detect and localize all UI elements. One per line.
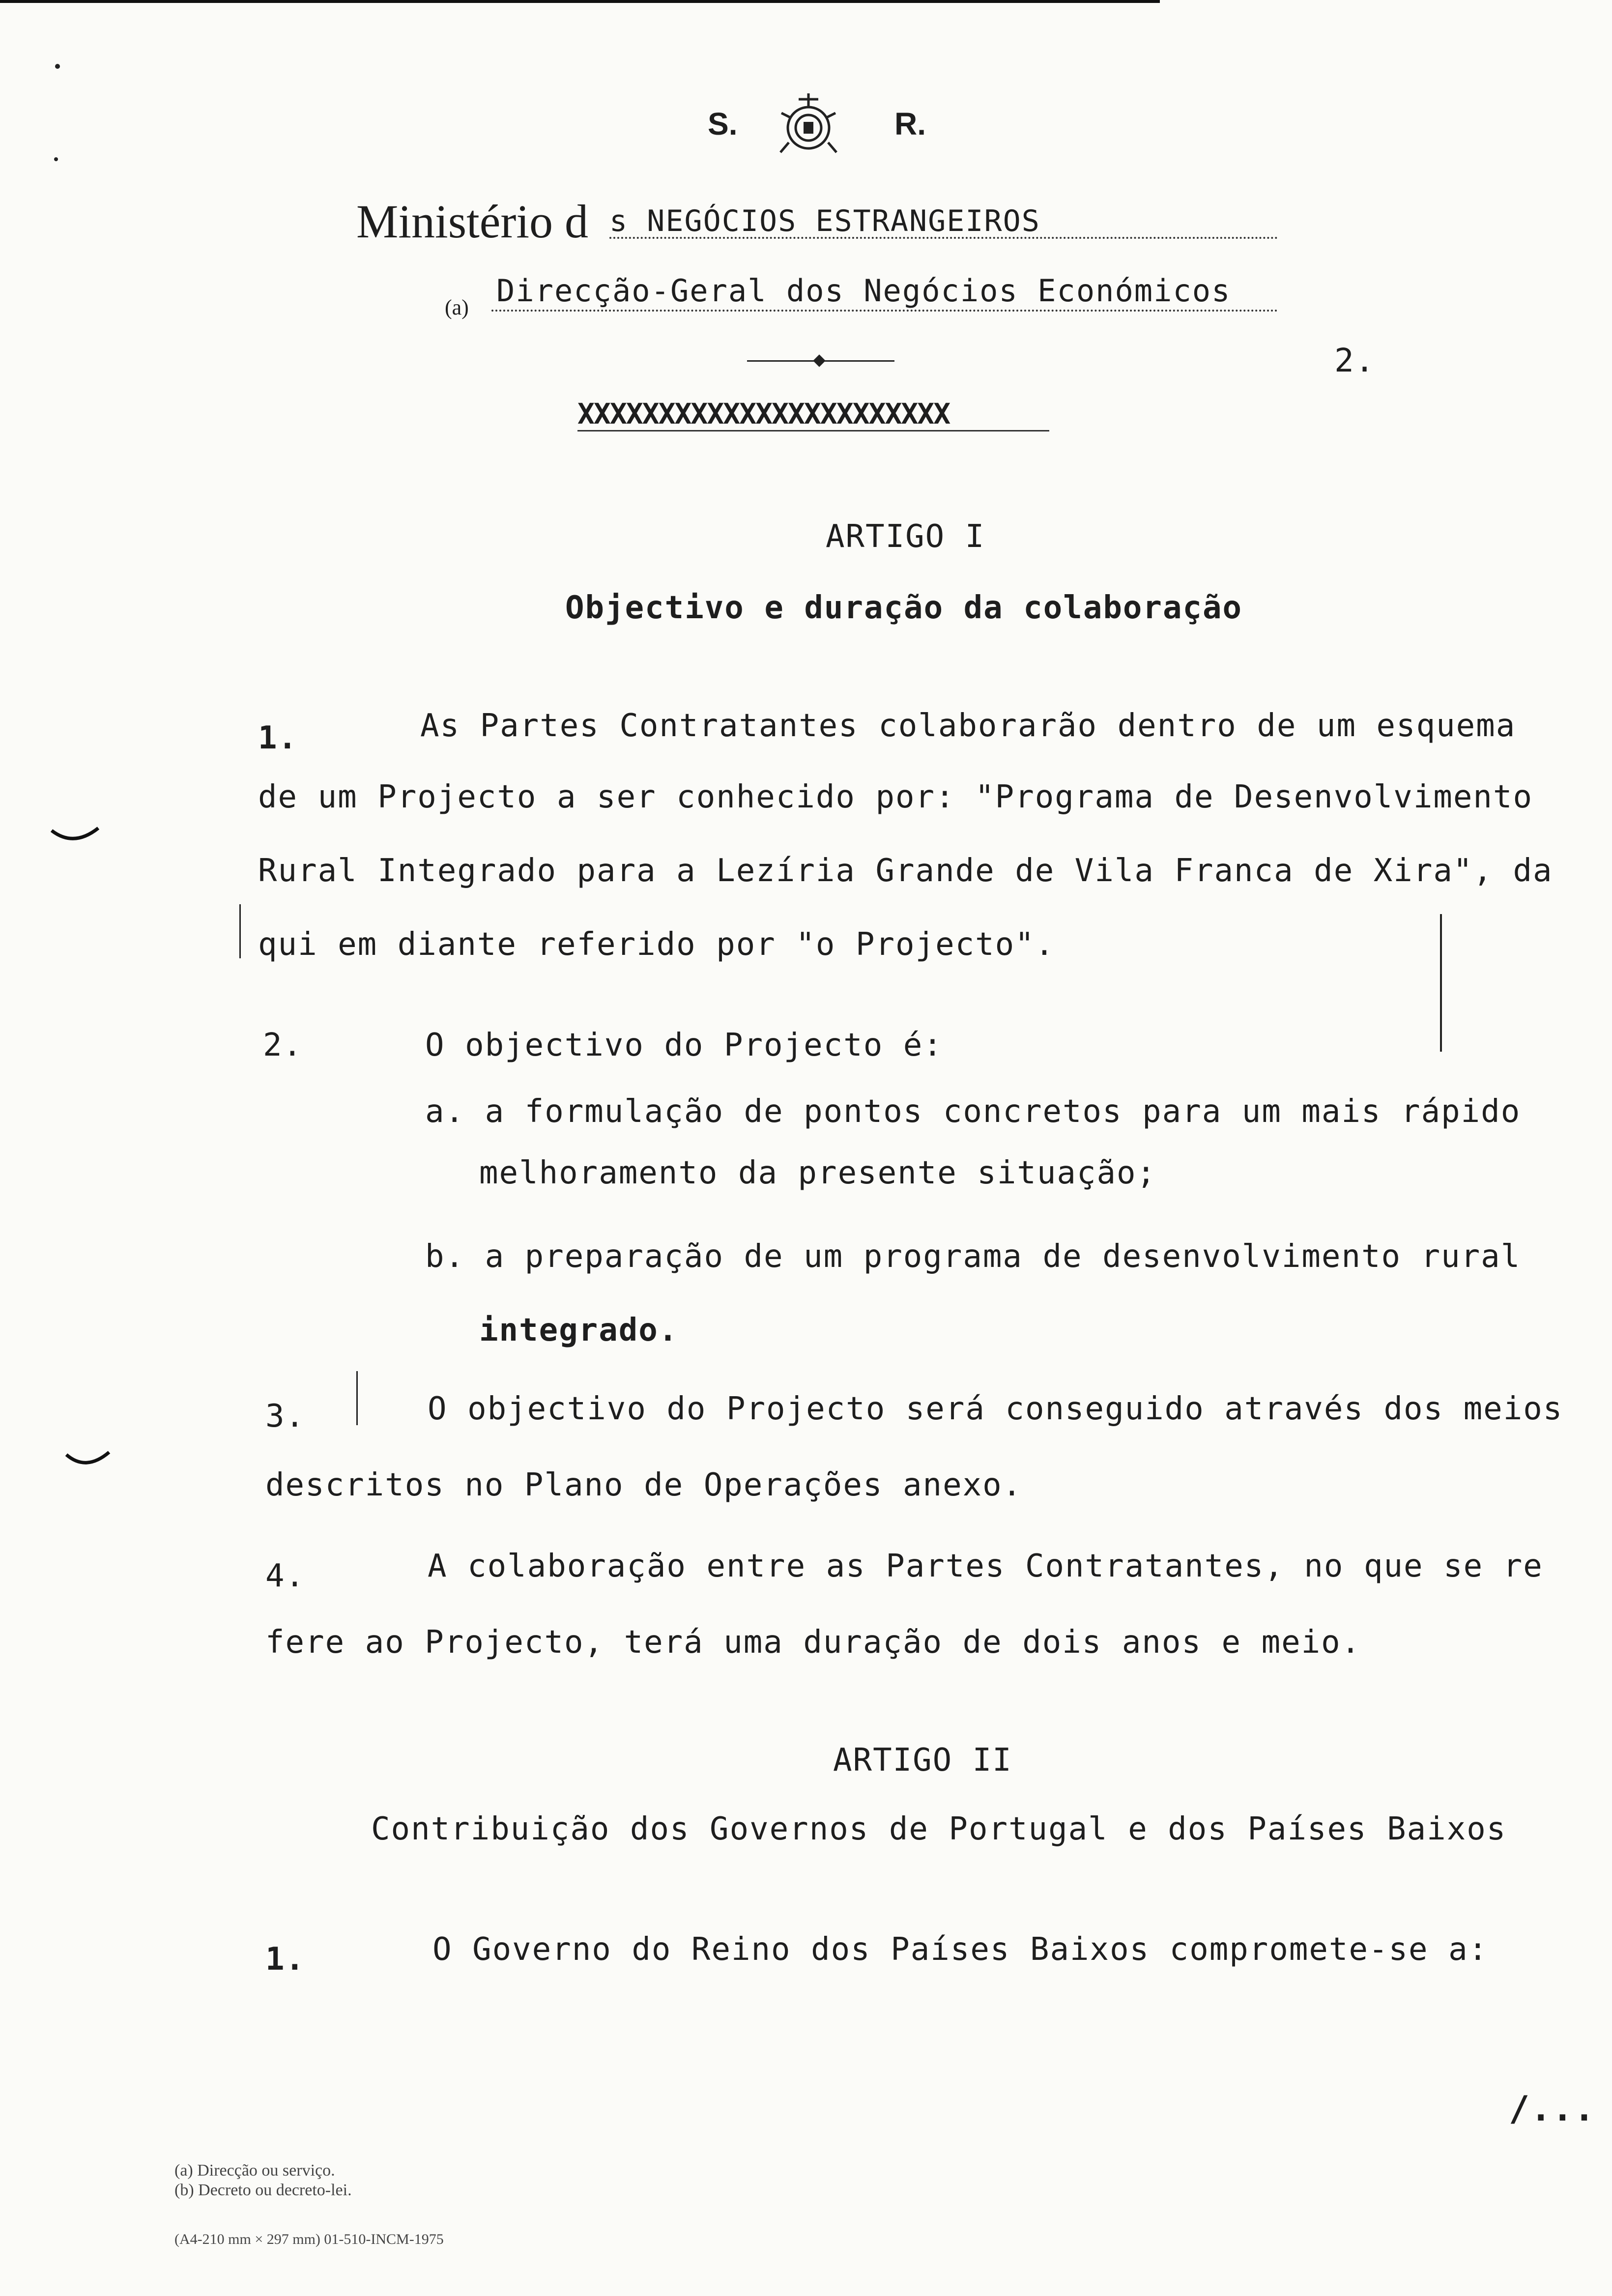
margin-vertical-mark bbox=[239, 904, 241, 958]
article-1-p1-line: de um Projecto a ser conhecido por: "Programa de Desenvolvimento bbox=[258, 779, 1533, 815]
margin-vertical-mark bbox=[356, 1371, 358, 1425]
top-border-line bbox=[0, 0, 1160, 3]
article-2-p1-line: O Governo do Reino dos Países Baixos compromete-se a: bbox=[432, 1931, 1489, 1968]
article-2-subtitle: Contribuição dos Governos de Portugal e dos Países Baixos bbox=[371, 1811, 1507, 1847]
paragraph-number: 4. bbox=[265, 1558, 306, 1594]
page-number: 2. bbox=[1334, 342, 1376, 379]
paragraph-number: 3. bbox=[265, 1398, 306, 1435]
paragraph-number: 2. bbox=[263, 1027, 303, 1063]
margin-speck bbox=[55, 64, 60, 69]
article-1-p2b-line: integrado. bbox=[479, 1312, 679, 1349]
article-1-heading: ARTIGO I bbox=[826, 518, 985, 555]
direction-name: Direcção-Geral dos Negócios Económicos bbox=[496, 273, 1231, 309]
article-1-p2a-line: melhoramento da presente situação; bbox=[479, 1155, 1157, 1191]
footnote-a: (a) Direcção ou serviço. bbox=[174, 2161, 335, 2180]
article-1-p4-line: fere ao Projecto, terá uma duração de dois anos e meio. bbox=[265, 1624, 1361, 1661]
article-1-p4-line: A colaboração entre as Partes Contratantes, no que se re bbox=[428, 1548, 1543, 1584]
article-1-p1-line: qui em diante referido por "o Projecto". bbox=[258, 926, 1055, 963]
margin-tick-icon bbox=[49, 826, 103, 850]
struck-underline bbox=[577, 430, 1049, 431]
article-1-p2-line: O objectivo do Projecto é: bbox=[425, 1027, 943, 1063]
article-2-heading: ARTIGO II bbox=[833, 1742, 1012, 1779]
struck-out-text: XXXXXXXXXXXXXXXXXXXXXXX bbox=[577, 397, 950, 430]
margin-tick-icon bbox=[64, 1450, 113, 1474]
article-1-p3-line: O objectivo do Projecto será conseguido através dos meios bbox=[428, 1391, 1563, 1427]
margin-vertical-mark bbox=[1440, 914, 1442, 1052]
ornament-diamond bbox=[813, 354, 825, 367]
coat-of-arms-emblem bbox=[777, 88, 840, 162]
article-1-subtitle: Objectivo e duração da colaboração bbox=[565, 590, 1243, 626]
paragraph-number: 1. bbox=[265, 1941, 306, 1978]
article-1-p1-line: As Partes Contratantes colaborarão dentro de um esquema bbox=[420, 708, 1516, 744]
article-1-p3-line: descritos no Plano de Operações anexo. bbox=[265, 1467, 1023, 1503]
margin-speck bbox=[54, 157, 58, 161]
ministry-underline bbox=[609, 237, 1278, 239]
footnote-b: (b) Decreto ou decreto-lei. bbox=[174, 2181, 352, 2199]
direction-underline bbox=[491, 310, 1278, 312]
ministry-name: s NEGÓCIOS ESTRANGEIROS bbox=[609, 204, 1040, 238]
article-1-p2b-line: b. a preparação de um programa de desenvolvimento rural bbox=[425, 1238, 1521, 1275]
header-letter-s: S. bbox=[708, 106, 738, 142]
header-letter-r: R. bbox=[894, 106, 926, 142]
ministry-prefix: Ministério d bbox=[356, 195, 588, 248]
print-code: (A4-210 mm × 297 mm) 01-510-INCM-1975 bbox=[174, 2231, 444, 2247]
continuation-mark: /... bbox=[1509, 2089, 1596, 2129]
article-1-p2a-line: a. a formulação de pontos concretos para um mais rápido bbox=[425, 1093, 1521, 1130]
paragraph-number: 1. bbox=[258, 720, 298, 756]
article-1-p1-line: Rural Integrado para a Lezíria Grande de Vila Franca de Xira", da bbox=[258, 853, 1553, 889]
direction-marker: (a) bbox=[445, 295, 469, 319]
